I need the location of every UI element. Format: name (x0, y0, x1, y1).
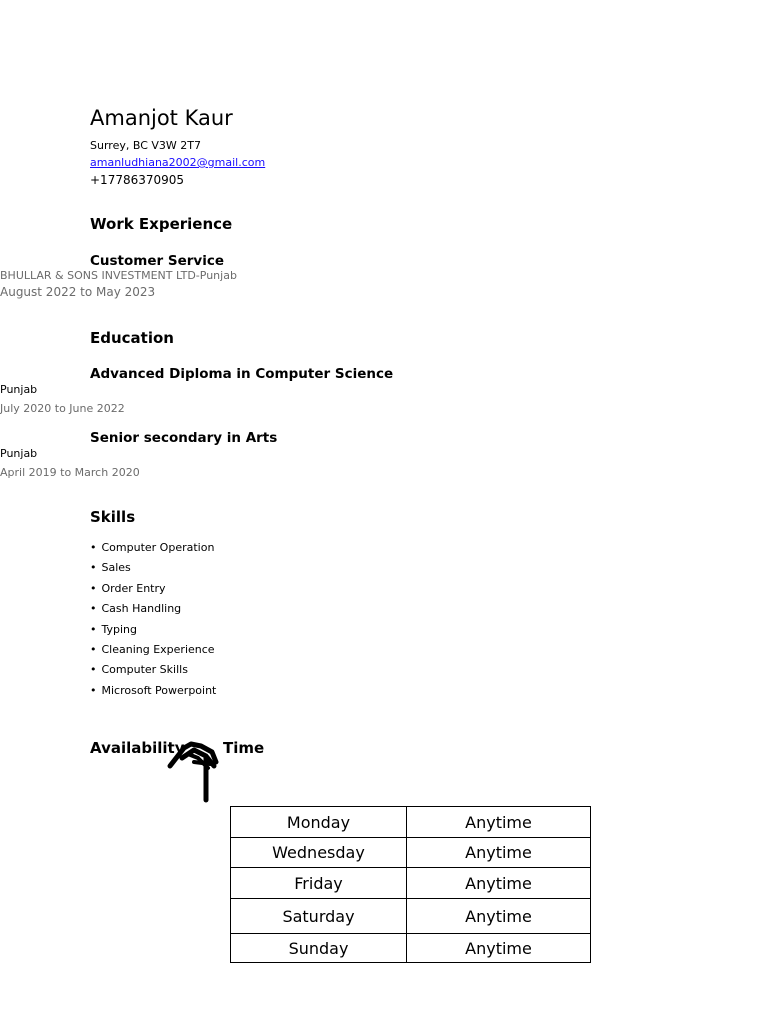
list-item: • Sales (90, 560, 216, 580)
list-item: • Cleaning Experience (90, 642, 216, 662)
skills-heading: Skills (90, 508, 136, 526)
availability-heading: Availability (90, 739, 185, 757)
list-item: • Computer Skills (90, 662, 216, 682)
table-row (231, 934, 591, 963)
work-entry-company: BHULLAR & SONS INVESTMENT LTD-Punjab (0, 269, 237, 282)
availability-time: Anytime (407, 838, 591, 868)
work-entry-dates: August 2022 to May 2023 (0, 285, 156, 299)
contact-phone: +17786370905 (90, 173, 185, 187)
handwritten-scribble (164, 736, 224, 804)
table-row (231, 807, 591, 838)
list-item: • Cash Handling (90, 601, 216, 621)
table-row (231, 868, 591, 899)
education-entry-title: Senior secondary in Arts (90, 430, 278, 446)
work-experience-heading: Work Experience (90, 215, 233, 233)
availability-table (230, 806, 591, 963)
work-entry-title: Customer Service (90, 253, 224, 269)
education-entry-dates: April 2019 to March 2020 (0, 466, 140, 479)
availability-heading-time: Time (223, 739, 265, 757)
availability-time: Anytime (407, 807, 591, 838)
list-item: • Computer Operation (90, 540, 216, 560)
list-item: • Typing (90, 622, 216, 642)
contact-address: Surrey, BC V3W 2T7 (90, 139, 201, 152)
availability-time: Anytime (407, 868, 591, 899)
education-entry-title: Advanced Diploma in Computer Science (90, 366, 394, 382)
skills-list (90, 540, 216, 703)
availability-day: Friday (231, 868, 407, 899)
table-row (231, 838, 591, 868)
availability-day: Saturday (231, 899, 407, 934)
table-row (231, 899, 591, 934)
availability-time: Anytime (407, 934, 591, 963)
candidate-name: Amanjot Kaur (90, 106, 233, 130)
list-item: • Order Entry (90, 581, 216, 601)
availability-day: Wednesday (231, 838, 407, 868)
contact-email-link[interactable]: amanludhiana2002@gmail.com (90, 156, 266, 169)
education-entry-location: Punjab (0, 383, 38, 396)
education-heading: Education (90, 329, 174, 347)
availability-day: Sunday (231, 934, 407, 963)
availability-time: Anytime (407, 899, 591, 934)
list-item: • Microsoft Powerpoint (90, 683, 216, 703)
education-entry-location: Punjab (0, 447, 38, 460)
availability-day: Monday (231, 807, 407, 838)
education-entry-dates: July 2020 to June 2022 (0, 402, 125, 415)
